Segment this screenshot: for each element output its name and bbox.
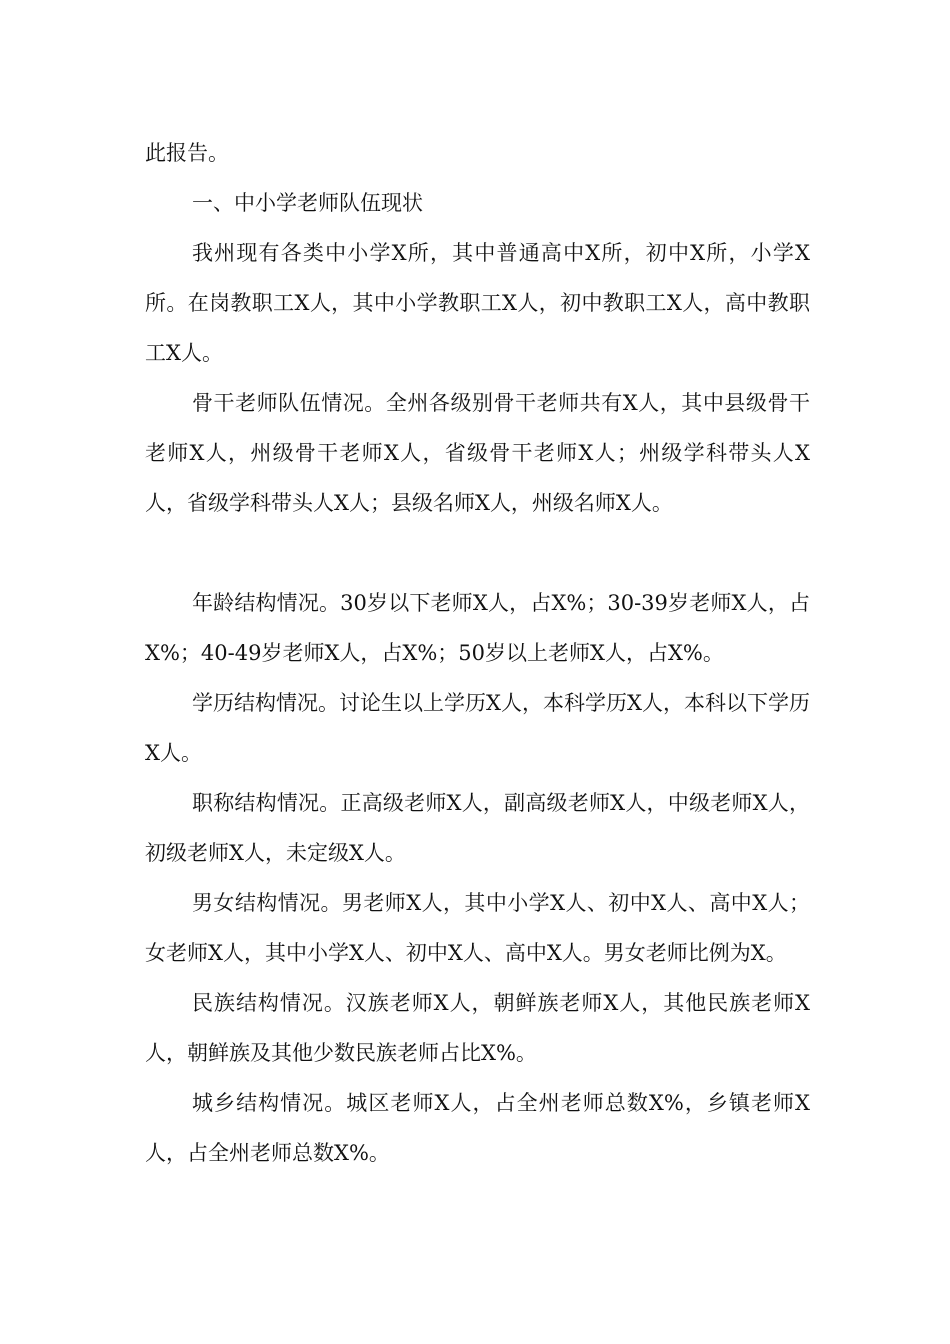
paragraph-report-end: 此报告。 [145,141,229,165]
section-heading-teacher-status: 一、中小学老师队伍现状 [192,191,423,215]
paragraph-school-count: 我州现有各类中小学X所，其中普通高中X所，初中X所，小学X所。在岗教职工X人，其中小学教职工X人，初中教职工X人，高中教职工X人。 [145,241,810,365]
paragraph-ethnic-structure: 民族结构情况。汉族老师X人，朝鲜族老师X人，其他民族老师X人，朝鲜族及其他少数民族老师占比X%。 [145,991,810,1065]
paragraph-education-structure: 学历结构情况。讨论生以上学历X人，本科学历X人，本科以下学历X人。 [145,691,810,765]
paragraph-urban-rural-structure: 城乡结构情况。城区老师X人，占全州老师总数X%，乡镇老师X人，占全州老师总数X%。 [145,1091,810,1165]
paragraph-title-structure: 职称结构情况。正高级老师X人，副高级老师X人，中级老师X人，初级老师X人，未定级X人。 [145,791,810,865]
document-body [145,128,810,1178]
blank-line [145,528,810,578]
paragraph-age-structure: 年龄结构情况。30岁以下老师X人，占X%；30-39岁老师X人，占X%；40-49岁老师X人，占X%；50岁以上老师X人，占X%。 [145,591,810,665]
paragraph-key-teachers: 骨干老师队伍情况。全州各级别骨干老师共有X人，其中县级骨干老师X人，州级骨干老师X人，省级骨干老师X人；州级学科带头人X人，省级学科带头人X人；县级名师X人，州级名师X人。 [145,391,810,515]
paragraph-gender-structure: 男女结构情况。男老师X人，其中小学X人、初中X人、高中X人；女老师X人，其中小学X人、初中X人、高中X人。男女老师比例为X。 [145,891,810,965]
